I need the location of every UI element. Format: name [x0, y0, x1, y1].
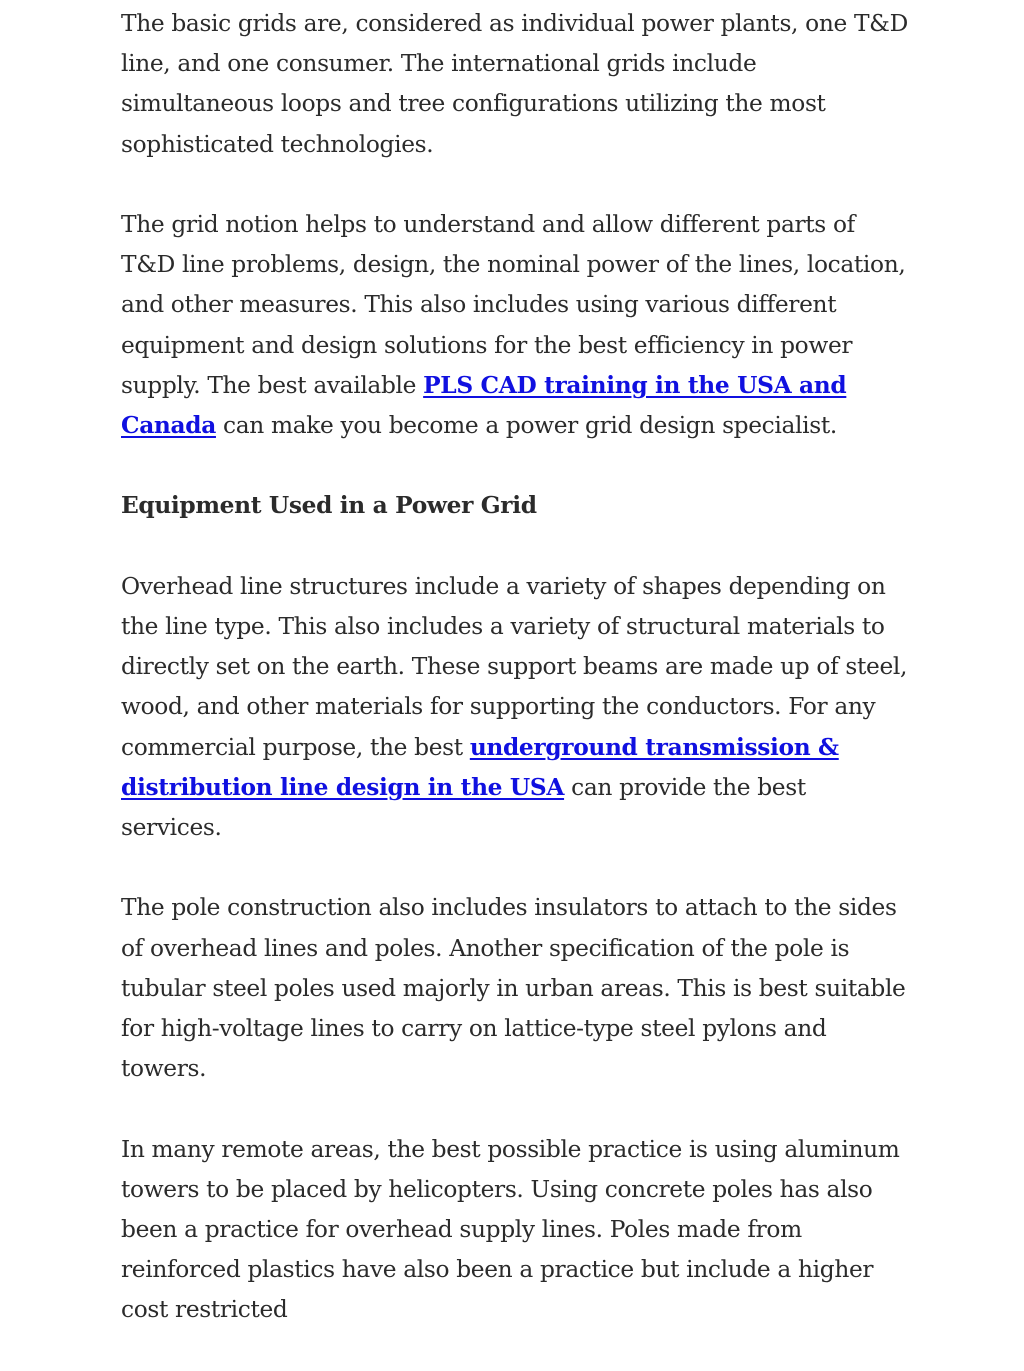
- underground-line-design-link[interactable]: underground transmission & distribution line design in the USA: [121, 733, 839, 801]
- paragraph-text-after-link: can make you become a power grid design specialist.: [215, 412, 837, 440]
- pls-cad-training-link[interactable]: PLS CAD training in the USA and Canada: [121, 371, 847, 440]
- paragraph-text-before-link: Overhead line structures include a variety of shapes depending on the line type. This also includes a variety of structural materials to directly set on the earth. These support beams are made up of steel, wood, and other materials for supporting the conductors. For any commercial purpose, the best: [121, 572, 908, 761]
- paragraph-text-before-link: The grid notion helps to understand and allow different parts of T&D line problems, design, the nominal power of the lines, location, and other measures. This also includes using various different equipment and design solutions for the best efficiency in power supply. The best available: [121, 211, 906, 399]
- paragraph-text: In many remote areas, the best possible practice is using aluminum towers to be placed by helicopters. Using concrete poles has also been a practice for overhead supply lines. Poles made from reinforced plastics have also been a practice but include a higher cost restricted: [121, 1135, 900, 1324]
- paragraph-grid-notion: [121, 205, 911, 446]
- paragraph-basic-grids: [121, 4, 911, 165]
- paragraph-pole-construction: [121, 888, 911, 1089]
- paragraph-text: The pole construction also includes insulators to attach to the sides of overhead lines and poles. Another specification of the pole is tubular steel poles used majorly in urban areas. This is best suitable for high-voltage lines to carry on lattice-type steel pylons and towers.: [121, 894, 906, 1083]
- paragraph-text: The basic grids are, considered as individual power plants, one T&D line, and one consumer. The international grids include simultaneous loops and tree configurations utilizing the most sophisticated technologies.: [121, 10, 908, 158]
- section-heading: Equipment Used in a Power Grid: [121, 492, 537, 520]
- article-body: [121, 4, 911, 1371]
- paragraph-overhead-structures: [121, 567, 911, 848]
- paragraph-text-after-link: can provide the best services.: [121, 773, 806, 842]
- paragraph-remote-areas: [121, 1130, 911, 1331]
